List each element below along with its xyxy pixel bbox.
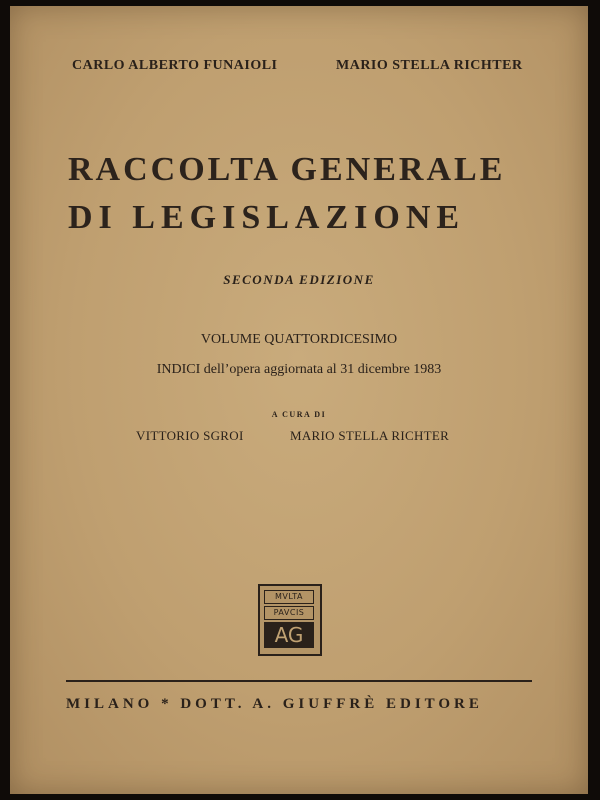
logo-line-2: PAVCIS [264,606,314,620]
logo-monogram: AG [264,622,314,648]
title-line-2: DI LEGISLAZIONE [68,199,466,236]
volume: VOLUME QUATTORDICESIMO [200,332,398,347]
author-2: MARIO STELLA RICHTER [336,58,523,73]
title-line-1: RACCOLTA GENERALE [68,151,506,188]
publisher-logo [258,584,322,656]
edition: SECONDA EDIZIONE [223,272,375,287]
logo-line-1: MVLTA [264,590,314,604]
publisher: MILANO * DOTT. A. GIUFFRÈ EDITORE [66,696,483,712]
curator-2: MARIO STELLA RICHTER [290,428,450,443]
book-title [68,146,505,242]
indici-subtitle: INDICI dell’opera aggiornata al 31 dicembre 1983 [156,362,442,377]
curator-1: VITTORIO SGROI [136,428,244,443]
author-1: CARLO ALBERTO FUNAIOLI [72,58,278,73]
divider [66,680,532,682]
curator-label: A CURA DI [271,410,327,419]
book-cover [10,6,588,794]
